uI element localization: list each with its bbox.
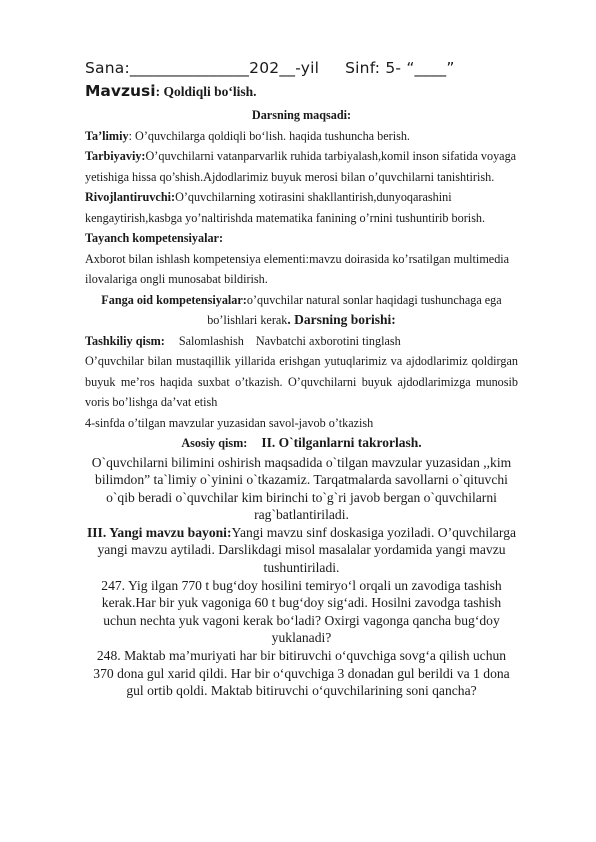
section3 [85, 524, 518, 577]
org-item-1: Salomlashish [178, 333, 244, 348]
upbringing-text: O’quvchilarni vatanparvarlik ruhida tarbiyalash,komil inson sifatida voyaga yetishiga hissa qo’shish.Ajdodlarimiz buyuk merosi bilan o’quvchilarni tanishtirish. [85, 149, 517, 184]
goal-educational [85, 126, 518, 147]
org-line [85, 331, 518, 352]
org-item-2: Navbatchi axborotini tinglash [255, 333, 401, 348]
competencies-text: Axborot bilan ishlash kompetensiya elementi:mavzu doirasida ko’rsatilgan multimedia ilovalariga ongli munosabat bildirish. [85, 251, 510, 286]
header-row [85, 56, 518, 80]
org-review: 4-sinfda o’tilgan mavzular yuzasidan savol-javob o’tkazish [85, 415, 374, 430]
upbringing-label: Tarbiyaviy: [85, 149, 146, 163]
section3-text: Yangi mavzu sinf doskasiga yoziladi. O’quvchilarga yangi mavzu aytiladi. Darslikdagi misol masalalar yordamida yangi mavzu tushuntiriladi. [97, 524, 517, 576]
educational-label: Ta’limiy [85, 128, 129, 143]
topic-label: Mavzusi [85, 82, 156, 100]
main-label: Asosiy qism: [181, 436, 248, 450]
class-line: Sinf: 5- “____” [345, 59, 455, 77]
main-line [85, 433, 518, 454]
developmental-label: Rivojlantiruvchi: [85, 190, 176, 204]
org-text: O’quvchilar bilan mustaqillik yillarida erishgan yutuqlarimiz va ajdodlarimiz qoldirgan buyuk me’ros haqida suxbat o’tkazish. O’quvchilarni buyuk ajdodlarimizga munosib voris bo’lishga da’vat etish [85, 354, 518, 409]
subject-competencies [85, 290, 518, 311]
problem-247: 247. Yig ilgan 770 t bug‘doy hosilini temiryo‘l orqali un zavodiga tashish kerak.Har bir yuk vagoniga 60 t bug‘doy sig‘adi. Hosilni zavodga tashish uchun nechta yuk vagoni kerak bo‘ladi? Oxirgi vagonga qancha bug‘doy yuklanadi? [101, 577, 502, 646]
subject-text-1: o’quvchilar natural sonlar haqidagi tushunchaga ega [246, 292, 502, 307]
subject-label: Fanga oid kompetensiyalar: [101, 292, 247, 307]
competencies-title: Tayanch kompetensiyalar: [85, 231, 224, 245]
topic-value: : Qoldiqli bo‘lish. [155, 84, 257, 99]
section2-text: O`quvchilarni bilimini oshirish maqsadida o`tilgan mavzular yuzasidan ,,kim bilimdon” ta`limiy o`yinini o`tkazamiz. Tarqatmalarda savollarni o`qituvchi o`qib beradi o`quvchilar kim birinchi to`g`ri javob bergan o`quvchilarni rag`batlantiriladi. [91, 454, 512, 523]
goal-upbringing [85, 146, 518, 187]
developmental-text: O’quvchilarning xotirasini shakllantirish,dunyoqarashini kengaytirish,kasbga yo’naltirishda matematika fanining o’rnini tushuntirib borish. [85, 190, 486, 225]
subject-text-2: bo’lishlari kerak [207, 313, 288, 327]
org-label: Tashkiliy qism: [85, 333, 165, 348]
topic-line [85, 80, 518, 103]
goal-developmental [85, 187, 518, 228]
goals-title: Darsning maqsadi: [251, 108, 352, 122]
problem-248: 248. Maktab ma’muriyati har bir bitiruvchi o‘quvchiga sovg‘a qilish uchun 370 dona gul xarid qildi. Har bir o‘quvchiga 3 donadan gul berildi va 1 dona gul ortib qoldi. Maktab bitiruvchi o‘quvchilarining soni qancha? [93, 648, 510, 699]
educational-text: : O’quvchilarga qoldiqli bo‘lish. haqida tushuncha berish. [128, 128, 410, 143]
section3-title: III. Yangi mavzu bayoni: [86, 524, 232, 540]
subject-competencies-cont [85, 310, 518, 331]
lesson-course-title: . Darsning borishi: [287, 312, 396, 327]
date-line: Sana:_______________202__-yil [85, 59, 320, 77]
section2-title: II. O`tilganlarni takrorlash. [261, 435, 422, 450]
